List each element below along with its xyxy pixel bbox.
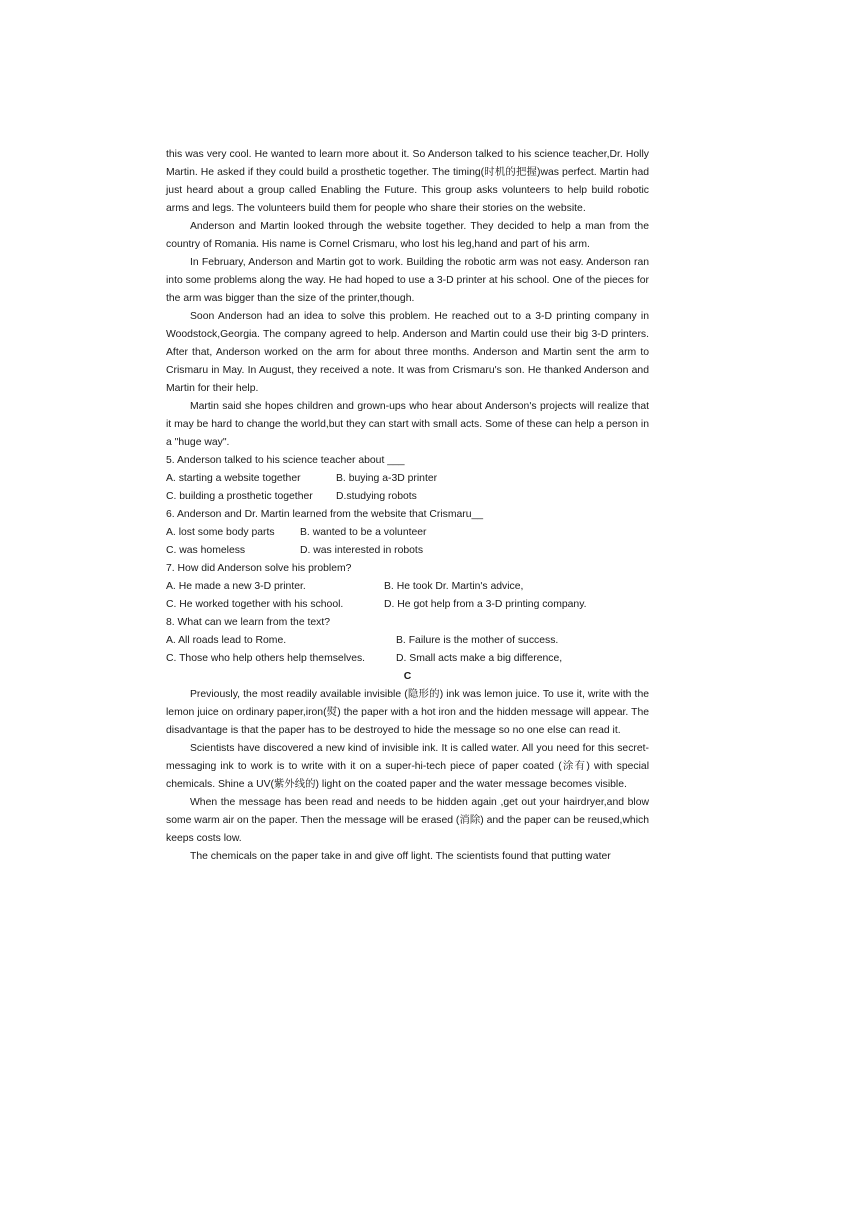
option-a: A. All roads lead to Rome. — [166, 635, 287, 646]
passage-c-paragraph-4: The chemicals on the paper take in and give off light. The scientists found that putting water — [190, 851, 611, 862]
question-5 — [166, 452, 649, 506]
question-6 — [166, 506, 649, 560]
question-8 — [166, 614, 649, 668]
option-b: B. buying a-3D printer — [336, 473, 438, 484]
option-d: D. was interested in robots — [300, 545, 424, 556]
option-a: A. starting a website together — [166, 473, 301, 484]
question-stem: 5. Anderson talked to his science teacher about ___ — [166, 455, 405, 466]
option-row — [166, 524, 649, 542]
option-row — [166, 650, 649, 668]
option-c: C. Those who help others help themselves. — [166, 653, 366, 664]
question-stem: 8. What can we learn from the text? — [166, 617, 331, 628]
question-7 — [166, 560, 649, 614]
passage-b-paragraph-5: Martin said she hopes children and grown-ups who hear about Anderson's projects will realize that it may be hard to change the world,but they can start with small acts. Some of these can help a person in a "huge way". — [166, 401, 649, 448]
passage-b-paragraph-4: Soon Anderson had an idea to solve this problem. He reached out to a 3-D printing company in Woodstock,Georgia. The company agreed to help. Anderson and Martin could use their big 3-D printers. After that, Anderson worked on the arm for about three months. Anderson and Martin sent the arm to Crismaru in May. In August, they received a note. It was from Crismaru's son. He thanked Anderson and Martin for their help. — [166, 311, 649, 394]
option-d: D.studying robots — [336, 491, 417, 502]
option-row — [166, 542, 649, 560]
option-d: D. He got help from a 3-D printing company. — [384, 599, 587, 610]
option-c: C. building a prosthetic together — [166, 491, 313, 502]
passage-c-paragraph-1: Previously, the most readily available invisible (隐形的) ink was lemon juice. To use it, write with the lemon juice on ordinary paper,iron(熨) the paper with a hot iron and the hidden message will appear. The disadvantage is that the paper has to be destroyed to hide the message so no one else can read it. — [166, 689, 649, 736]
option-d: D. Small acts make a big difference, — [396, 653, 563, 664]
option-row — [166, 596, 649, 614]
option-b: B. He took Dr. Martin's advice, — [384, 581, 524, 592]
option-c: C. was homeless — [166, 545, 246, 556]
option-row — [166, 470, 649, 488]
option-b: B. Failure is the mother of success. — [396, 635, 559, 646]
passage-b-paragraph-3: In February, Anderson and Martin got to work. Building the robotic arm was not easy. Anderson ran into some problems along the way. He had hoped to use a 3-D printer at his school. One of the pieces for the arm was bigger than the size of the printer,though. — [166, 257, 649, 304]
option-row — [166, 578, 649, 596]
option-b: B. wanted to be a volunteer — [300, 527, 427, 538]
option-row — [166, 632, 649, 650]
passage-b-paragraph-2: Anderson and Martin looked through the website together. They decided to help a man from the country of Romania. His name is Cornel Crismaru, who lost his leg,hand and part of his arm. — [166, 221, 649, 250]
option-c: C. He worked together with his school. — [166, 599, 344, 610]
question-stem: 6. Anderson and Dr. Martin learned from the website that Crismaru__ — [166, 509, 484, 520]
option-row — [166, 488, 649, 506]
option-a: A. He made a new 3-D printer. — [166, 581, 306, 592]
section-heading: C — [403, 671, 412, 682]
option-a: A. lost some body parts — [166, 527, 275, 538]
passage-b-paragraph-1: this was very cool. He wanted to learn more about it. So Anderson talked to his science teacher,Dr. Holly Martin. He asked if they could build a prosthetic together. The timing(时机的把握)was perfect. Martin had just heard about a group called Enabling the Future. This group asks volunteers to help build robotic arms and legs. The volunteers build them for people who share their stories on the website. — [166, 149, 649, 214]
document-page — [166, 146, 649, 866]
question-stem: 7. How did Anderson solve his problem? — [166, 563, 352, 574]
passage-c-paragraph-3: When the message has been read and needs to be hidden again ,get out your hairdryer,and blow some warm air on the paper. Then the message will be erased (消除) and the paper can be reused,which keeps costs low. — [166, 797, 649, 844]
passage-c-paragraph-2: Scientists have discovered a new kind of invisible ink. It is called water. All you need for this secret-messaging ink to work is to write with it on a super-hi-tech piece of paper coated (涂有) with special chemicals. Shine a UV(紫外线的) light on the coated paper and the water message becomes visible. — [166, 743, 649, 790]
